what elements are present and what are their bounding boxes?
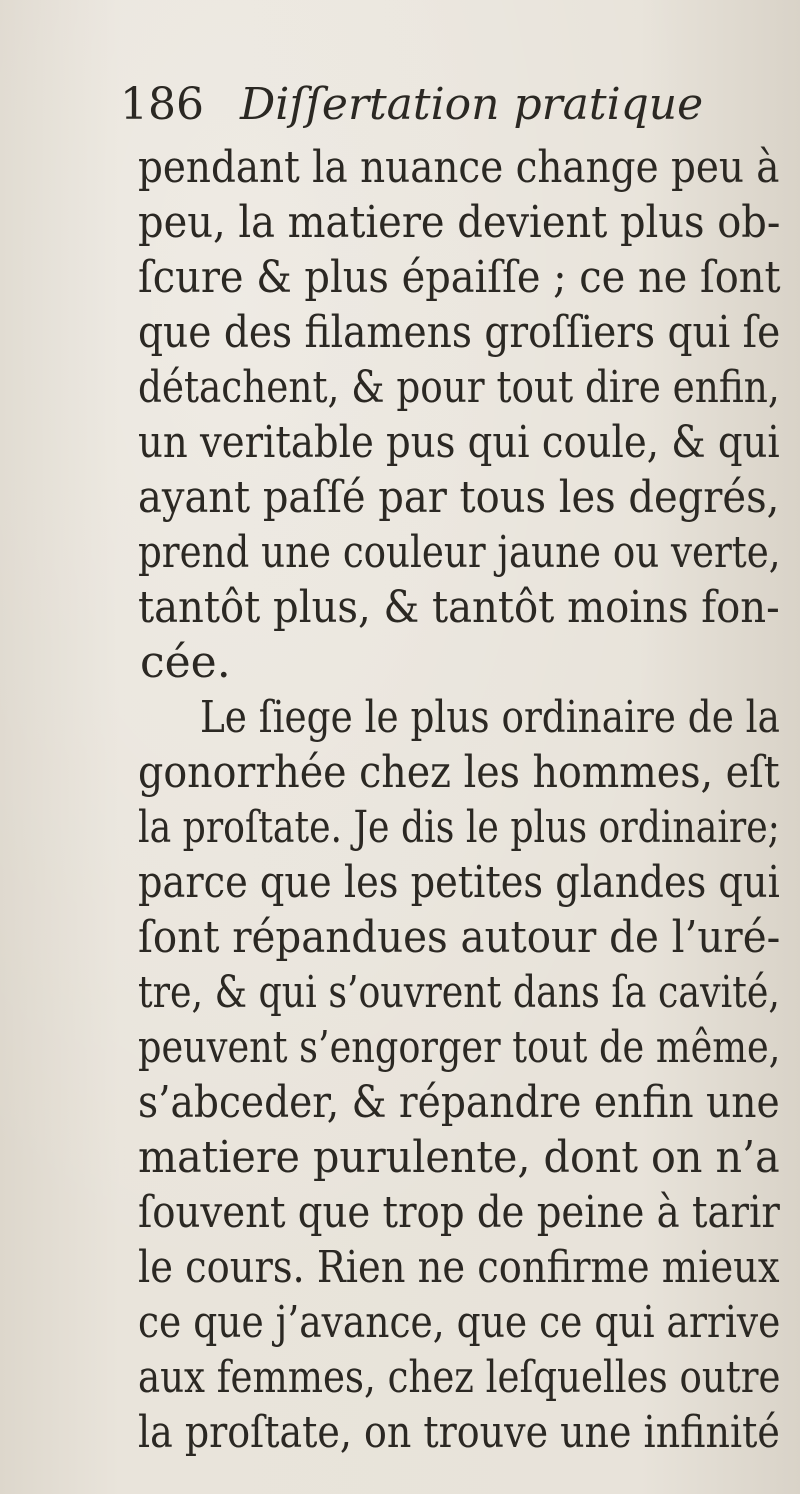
text-line: ce que j’avance, que ce qui arrive [138, 1297, 781, 1348]
text-line: cée. [140, 637, 231, 688]
text-line: tantôt plus, & tantôt moins fon- [138, 582, 780, 633]
text-line: parce que les petites glandes qui [138, 857, 780, 908]
text-line: gonorrhée chez les hommes, eſt [138, 747, 780, 798]
text-line: que des filamens groſſiers qui ſe [138, 307, 781, 358]
page-number: 186 [120, 79, 204, 130]
text-line: tre, & qui s’ouvrent dans ſa cavité, [138, 967, 780, 1018]
text-line: peu, la matiere devient plus ob- [138, 197, 781, 248]
text-line: la proſtate, on trouve une infinité [138, 1407, 780, 1458]
text-line: ſouvent que trop de peine à tarir [138, 1187, 780, 1238]
text-line: peuvent s’engorger tout de même, [138, 1022, 781, 1073]
text-line: aux femmes, chez leſquelles outre [138, 1352, 781, 1403]
page-header [120, 75, 740, 135]
text-line: ayant paſſé par tous les degrés, [138, 472, 780, 523]
paragraph-start-line: Le ſiege le plus ordinaire de la [200, 692, 780, 743]
text-line: ſont répandues autour de l’uré- [138, 912, 781, 963]
text-line: détachent, & pour tout dire enfin, [138, 362, 780, 413]
text-line: matiere purulente, dont on n’a [138, 1132, 780, 1183]
running-head: Diſſertation pratique [239, 79, 704, 130]
text-line: un veritable pus qui coule, & qui [138, 417, 780, 468]
text-line: la proſtate. Je dis le plus ordinaire; [138, 802, 780, 853]
text-line: ſcure & plus épaiſſe ; ce ne ſont [138, 252, 781, 303]
text-line: prend une couleur jaune ou verte, [138, 527, 781, 578]
text-line: s’abceder, & répandre enfin une [138, 1077, 780, 1128]
text-line: pendant la nuance change peu à [138, 142, 780, 193]
text-line: le cours. Rien ne confirme mieux [138, 1242, 780, 1293]
